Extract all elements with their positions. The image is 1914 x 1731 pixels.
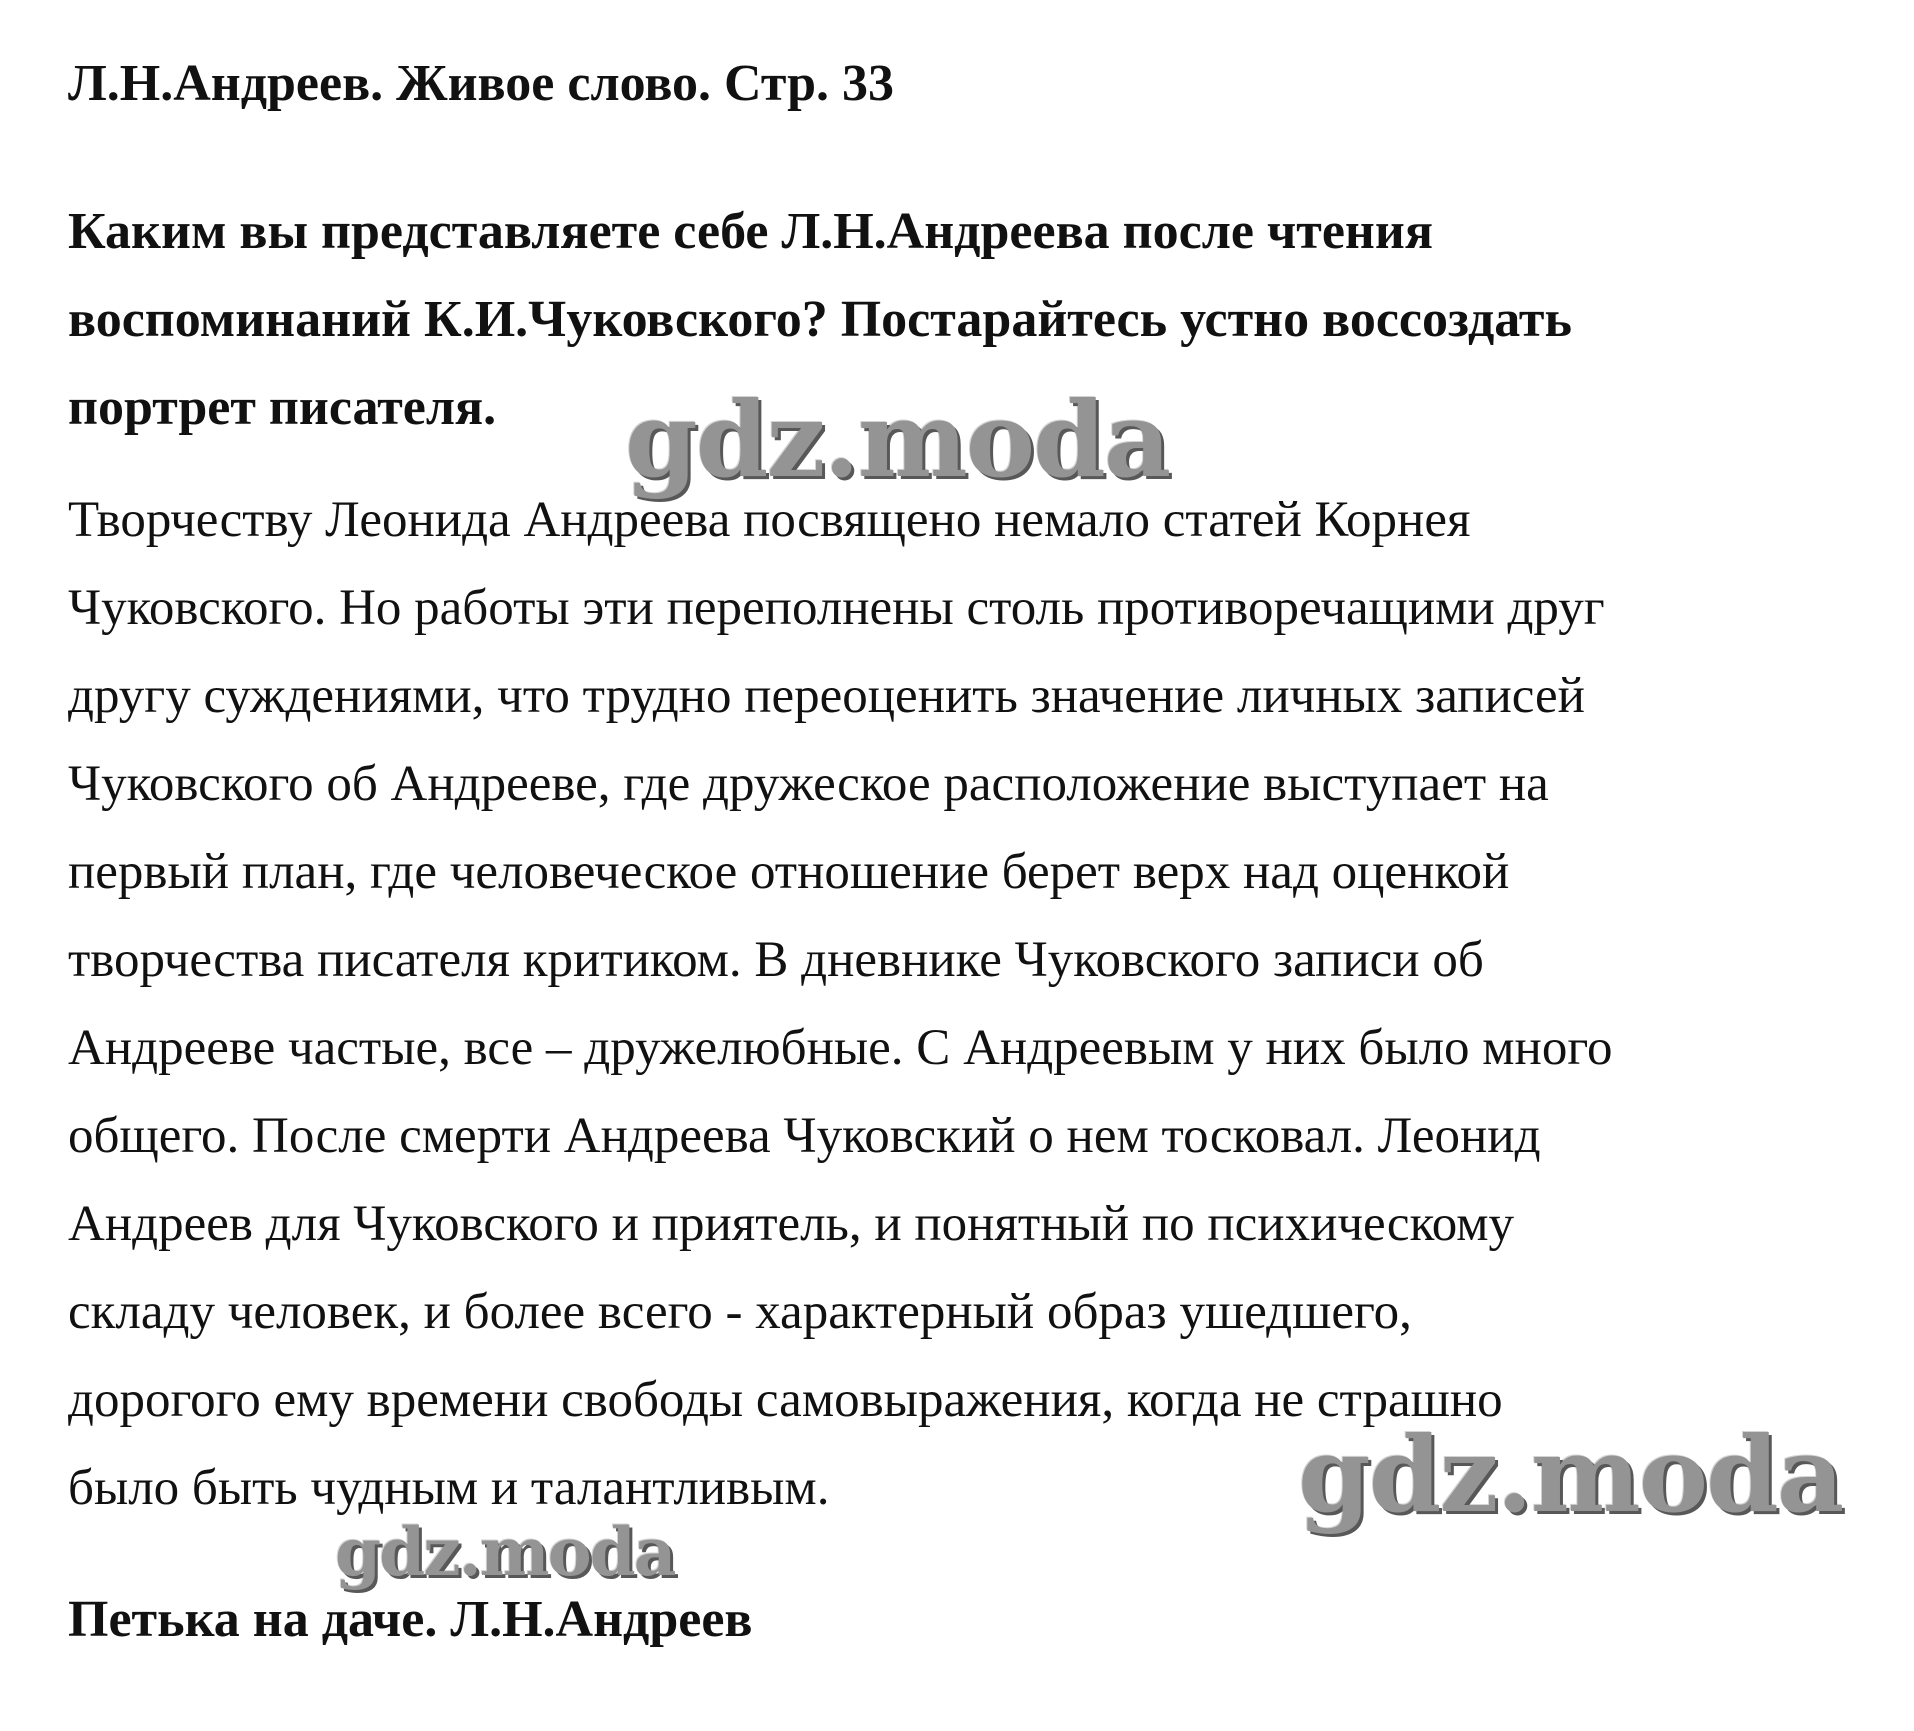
answer-line: творчества писателя критиком. В дневнике Чуковского записи об [68, 932, 1484, 988]
question-line: Каким вы представляете себе Л.Н.Андреева после чтения [68, 203, 1433, 260]
answer-line: было быть чудным и талантливым. [68, 1460, 830, 1516]
answer-line: первый план, где человеческое отношение берет верх над оценкой [68, 844, 1510, 900]
answer-line: Творчеству Леонида Андреева посвящено немало статей Корнея [68, 492, 1471, 548]
question-line: портрет писателя. [68, 379, 497, 436]
watermark: gdz.moda [1298, 1413, 1843, 1536]
answer-line: Чуковского. Но работы эти переполнены столь противоречащими друг [68, 580, 1605, 636]
watermark: gdz.moda [625, 378, 1170, 501]
answer-line: общего. После смерти Андреева Чуковский о нем тосковал. Леонид [68, 1108, 1541, 1164]
answer-text [68, 476, 1888, 1536]
page-title: Л.Н.Андреев. Живое слово. Стр. 33 [68, 55, 895, 112]
answer-line: Андреев для Чуковского и приятель, и понятный по психическому [68, 1196, 1515, 1252]
next-section-title: Петька на даче. Л.Н.Андреев [68, 1591, 753, 1648]
answer-line: дорогого ему времени свободы самовыражения, когда не страшно [68, 1372, 1503, 1428]
answer-line: Андрееве частые, все – дружелюбные. С Андреевым у них было много [68, 1020, 1613, 1076]
answer-line: Чуковского об Андрееве, где дружеское расположение выступает на [68, 756, 1549, 812]
answer-line: другу суждениями, что трудно переоценить значение личных записей [68, 668, 1585, 724]
question-line: воспоминаний К.И.Чуковского? Постарайтесь устно воссоздать [68, 291, 1572, 348]
watermark: gdz.moda [335, 1513, 675, 1591]
answer-line: складу человек, и более всего - характерный образ ушедшего, [68, 1284, 1412, 1340]
